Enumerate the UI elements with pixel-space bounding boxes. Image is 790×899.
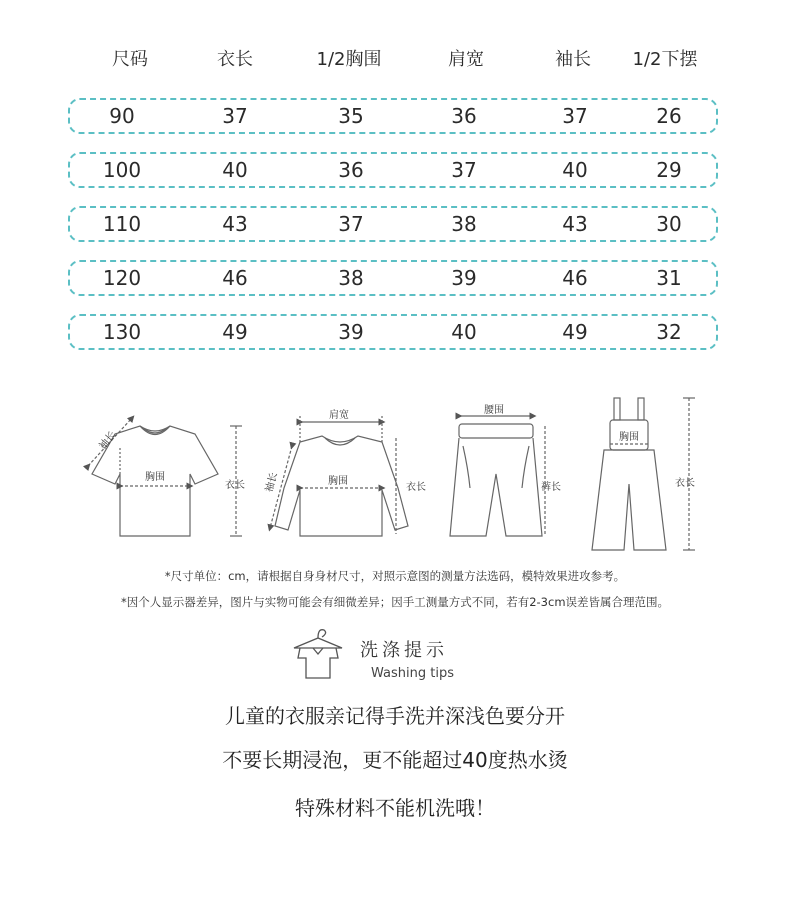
cell-length: 37 xyxy=(222,104,248,128)
sweater-chest-label: 胸围 xyxy=(328,476,348,487)
size-row xyxy=(68,206,718,242)
shorts-waist-label: 腰围 xyxy=(484,405,504,416)
size-row xyxy=(68,98,718,134)
cell-half-chest: 35 xyxy=(338,104,364,128)
cell-sleeve: 46 xyxy=(562,266,588,290)
cell-half-hem: 32 xyxy=(656,320,682,344)
tshirt-length-label: 衣长 xyxy=(225,480,245,491)
cell-half-chest: 38 xyxy=(338,266,364,290)
size-row xyxy=(68,260,718,296)
cell-half-chest: 36 xyxy=(338,158,364,182)
cell-size: 110 xyxy=(102,212,142,236)
care-line-2: 不要长期浸泡，更不能超过40度热水烫 xyxy=(222,748,568,772)
overalls-diagram xyxy=(592,398,695,550)
size-row xyxy=(68,152,718,188)
header-length: 衣长 xyxy=(217,49,253,70)
cell-length: 40 xyxy=(222,158,248,182)
cell-sleeve: 43 xyxy=(562,212,588,236)
hanger-shirt-icon xyxy=(288,624,348,684)
cell-shoulder: 38 xyxy=(451,212,477,236)
header-half-hem: 1/2下摆 xyxy=(632,49,698,70)
measurement-diagrams xyxy=(0,388,790,563)
sweater-shoulder-label: 肩宽 xyxy=(329,410,349,421)
size-row xyxy=(68,314,718,350)
cell-half-hem: 30 xyxy=(656,212,682,236)
cell-sleeve: 49 xyxy=(562,320,588,344)
care-line-3: 特殊材料不能机洗哦！ xyxy=(295,796,495,820)
care-line-1: 儿童的衣服亲记得手洗并深浅色要分开 xyxy=(225,704,565,728)
washing-subtitle: Washing tips xyxy=(371,666,454,681)
header-sleeve: 袖长 xyxy=(555,49,591,70)
overalls-chest-label: 胸围 xyxy=(619,432,639,443)
shorts-length-label: 裤长 xyxy=(541,482,561,493)
size-table-header xyxy=(0,40,790,80)
cell-sleeve: 37 xyxy=(562,104,588,128)
cell-shoulder: 39 xyxy=(451,266,477,290)
note-unit: *尺寸单位：cm，请根据自身身材尺寸，对照示意图的测量方法选码，模特效果进攻参考。 xyxy=(164,569,626,583)
washing-title: 洗涤提示 xyxy=(360,640,448,661)
cell-half-hem: 26 xyxy=(656,104,682,128)
cell-length: 43 xyxy=(222,212,248,236)
cell-size: 130 xyxy=(102,320,142,344)
tshirt-chest-label: 胸围 xyxy=(145,472,165,483)
header-shoulder: 肩宽 xyxy=(448,49,484,70)
cell-half-hem: 29 xyxy=(656,158,682,182)
note-variance: *因个人显示器差异，图片与实物可能会有细微差异；因手工测量方式不同，若有2-3cm误差皆属合理范围。 xyxy=(120,595,670,609)
cell-shoulder: 37 xyxy=(451,158,477,182)
cell-size: 100 xyxy=(102,158,142,182)
sweater-length-label: 衣长 xyxy=(406,482,426,493)
tshirt-sleeve-label: 袖长 xyxy=(97,429,119,452)
cell-sleeve: 40 xyxy=(562,158,588,182)
sweater-sleeve-label: 袖长 xyxy=(264,471,280,494)
cell-half-chest: 37 xyxy=(338,212,364,236)
cell-length: 46 xyxy=(222,266,248,290)
overalls-length-label: 衣长 xyxy=(675,478,695,489)
cell-shoulder: 36 xyxy=(451,104,477,128)
header-size: 尺码 xyxy=(112,49,148,70)
cell-half-chest: 39 xyxy=(338,320,364,344)
cell-size: 90 xyxy=(109,104,135,128)
shorts-diagram xyxy=(450,416,545,536)
cell-size: 120 xyxy=(102,266,142,290)
cell-half-hem: 31 xyxy=(656,266,682,290)
cell-length: 49 xyxy=(222,320,248,344)
header-half-chest: 1/2胸围 xyxy=(316,49,382,70)
cell-shoulder: 40 xyxy=(451,320,477,344)
